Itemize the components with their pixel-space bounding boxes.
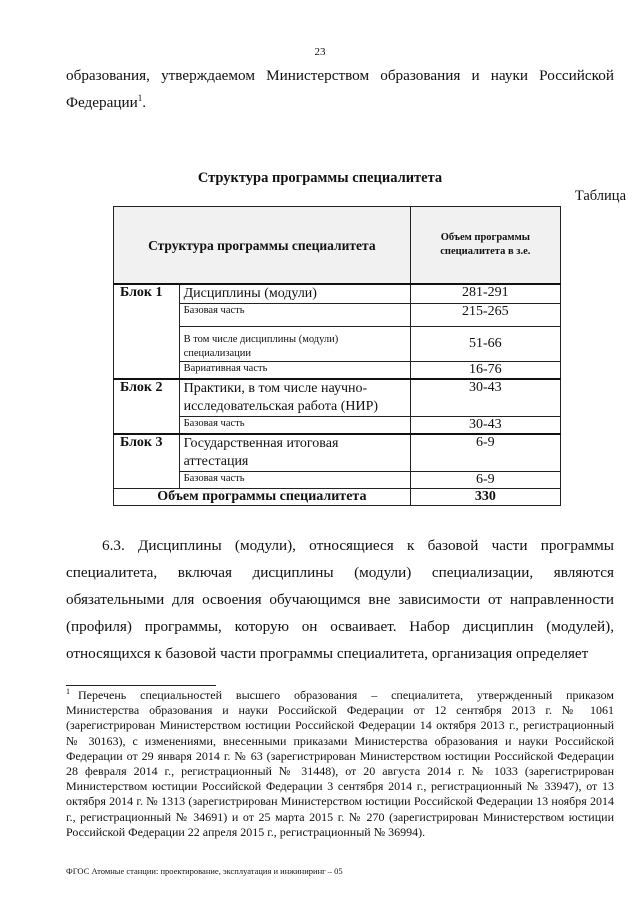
row-label: Вариативная часть [179,362,410,380]
block-title-value: 281-291 [410,284,560,304]
footnote-reference[interactable]: 1 [137,92,143,103]
row-value: 215-265 [410,304,560,327]
table-row [114,379,561,417]
paragraph-continuation [66,62,614,116]
header-structure: Структура программы специалитета [114,207,411,285]
block-name: Блок 3 [114,434,180,489]
table-row [114,284,561,304]
page-number: 23 [314,46,326,58]
row-value: 51-66 [410,327,560,362]
table-row [114,417,561,435]
table-caption: Структура программы специалитета [197,170,443,186]
row-value: 6-9 [410,472,560,489]
paragraph-line-1: образования, утверждаемом Министерством образования и науки Российской [66,67,614,84]
block-title: Государственная итоговая аттестация [179,434,410,472]
block-title: Дисциплины (модули) [179,284,410,304]
table-row [114,327,561,362]
block-name: Блок 2 [114,379,180,434]
row-value: 16-76 [410,362,560,380]
block-name: Блок 1 [114,284,180,379]
row-label: Базовая часть [179,417,410,435]
header-volume: Объем программы специалитета в з.е. [410,207,560,285]
footnote [66,688,614,840]
row-label: Базовая часть [179,304,410,327]
footnote-mark: 1 [66,687,70,696]
row-value: 30-43 [410,417,560,435]
table-label: Таблица [574,188,626,204]
paragraph-line-2-end: . [142,94,147,111]
table-header-row [114,207,561,285]
row-label: Базовая часть [179,472,410,489]
table-total-row [114,489,561,506]
total-value: 330 [410,489,560,506]
program-structure-table [113,206,561,506]
block-title: Практики, в том числе научно-исследовательская работа (НИР) [179,379,410,417]
block-title-value: 6-9 [410,434,560,472]
footnote-text: Перечень специальностей высшего образования – специалитета, утвержденный приказом Министерства образования и науки Российской Федерации от 12 сентября 2013 г. № 1061 (зарегистрирован Министерством юстиции Российской Федерации 14 октября 2013 г., регистрационный № 30163), с изменениями, внесенными приказами Министерства образования и науки Российской Федерации от 29 января 2014 г. № 63 (зарегистрирован Министерством юстиции Российской Федерации 28 февраля 2014 г., регистрационный № 31448), от 20 августа 2014 г. № 1033 (зарегистрирован Министерством юстиции Российской Федерации 3 сентября 2014 г., регистрационный № 33947), от 13 октября 2014 г. № 1313 (зарегистрирован Министерством юстиции Российской Федерации 13 ноября 2014 г., регистрационный № 34691) и от 25 марта 2015 г. № 270 (зарегистрирован Министерством юстиции Российской Федерации 22 апреля 2015 г., регистрационный № 36994). [66,688,614,839]
table-row [114,472,561,489]
table-row [114,304,561,327]
total-label: Объем программы специалитета [114,489,411,506]
row-label: В том числе дисциплины (модули) специализации [179,327,410,362]
block-title-value: 30-43 [410,379,560,417]
table-row [114,362,561,380]
footnote-divider [66,685,216,686]
page-footer: ФГОС Атомные станции: проектирование, эксплуатация и инжиниринг – 05 [66,866,343,876]
table-row [114,434,561,472]
paragraph-line-2: Федерации [66,94,138,111]
paragraph-6-3: 6.3. Дисциплины (модули), относящиеся к базовой части программы специалитета, включая дисциплины (модули) специализации, являются обязательными для освоения обучающимся вне зависимости от направленности (профиля) программы, которую он осваивает. Набор дисциплин (модулей), относящихся к базовой части программы специалитета, организация определяет [66,537,614,662]
